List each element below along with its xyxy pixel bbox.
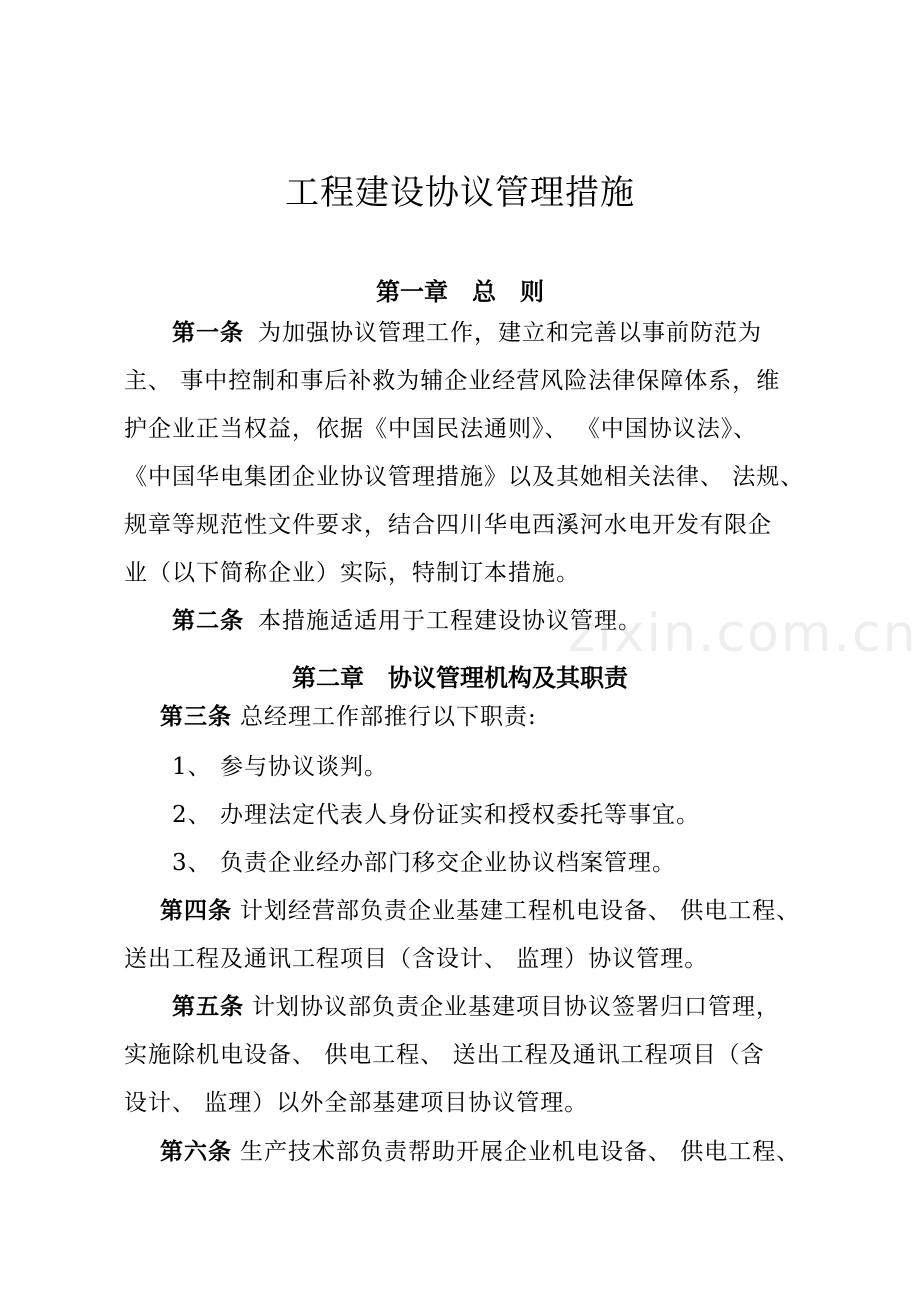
article-5-label: 第五条 (172, 994, 244, 1020)
article-1-line-3: 护企业正当权益，依据《中国民法通则》、 《中国协议法》、 (124, 416, 758, 442)
article-1-line-5: 规章等规范性文件要求，结合四川华电西溪河水电开发有限企 (124, 512, 772, 538)
article-6-line-1: 第六条 生产技术部负责帮助开展企业机电设备、 供电工程、 (160, 1139, 801, 1165)
document-title: 工程建设协议管理措施 (285, 173, 635, 213)
article-4-line-1: 第四条 计划经营部负责企业基建工程机电设备、 供电工程、 (160, 898, 801, 924)
article-1-line-1: 第一条 为加强协议管理工作，建立和完善以事前防范为 (172, 320, 762, 346)
article-1-line-4: 《中国华电集团企业协议管理措施》以及其她相关法律、 法规、 (124, 464, 805, 490)
chapter-2-heading: 第二章 协议管理机构及其职责 (292, 664, 628, 692)
article-4-label: 第四条 (160, 898, 232, 924)
article-1-line-6: 业（以下简称企业）实际，特制订本措施。 (124, 560, 580, 586)
article-6-label: 第六条 (160, 1139, 232, 1165)
chapter-1-heading: 第一章 总 则 (376, 278, 544, 306)
article-1-line-2: 主、 事中控制和事后补救为辅企业经营风险法律保障体系，维 (124, 368, 781, 394)
article-4-line-2: 送出工程及通讯工程项目（含设计、 监理）协议管理。 (124, 946, 709, 972)
article-3-item-3: 3、 负责企业经办部门移交企业协议档案管理。 (172, 850, 676, 876)
article-2-line-1: 第二条 本措施适适用于工程建设协议管理。 (172, 608, 642, 634)
article-2-label: 第二条 (172, 608, 244, 634)
article-3-item-1: 1、 参与协议谈判。 (172, 754, 388, 780)
article-5-line-1: 第五条 计划协议部负责企业基建项目协议签署归口管理， (172, 994, 780, 1020)
article-5-line-2: 实施除机电设备、 供电工程、 送出工程及通讯工程项目（含 (124, 1042, 765, 1068)
article-3-item-2: 2、 办理法定代表人身份证实和授权委托等事宜。 (172, 802, 700, 828)
article-1-label: 第一条 (172, 320, 244, 346)
article-3-line-1: 第三条 总经理工作部推行以下职责: (160, 704, 537, 730)
article-5-line-3: 设计、 监理）以外全部基建项目协议管理。 (124, 1090, 589, 1116)
article-3-label: 第三条 (160, 704, 232, 730)
watermark: zixin.com.cn (568, 604, 918, 664)
